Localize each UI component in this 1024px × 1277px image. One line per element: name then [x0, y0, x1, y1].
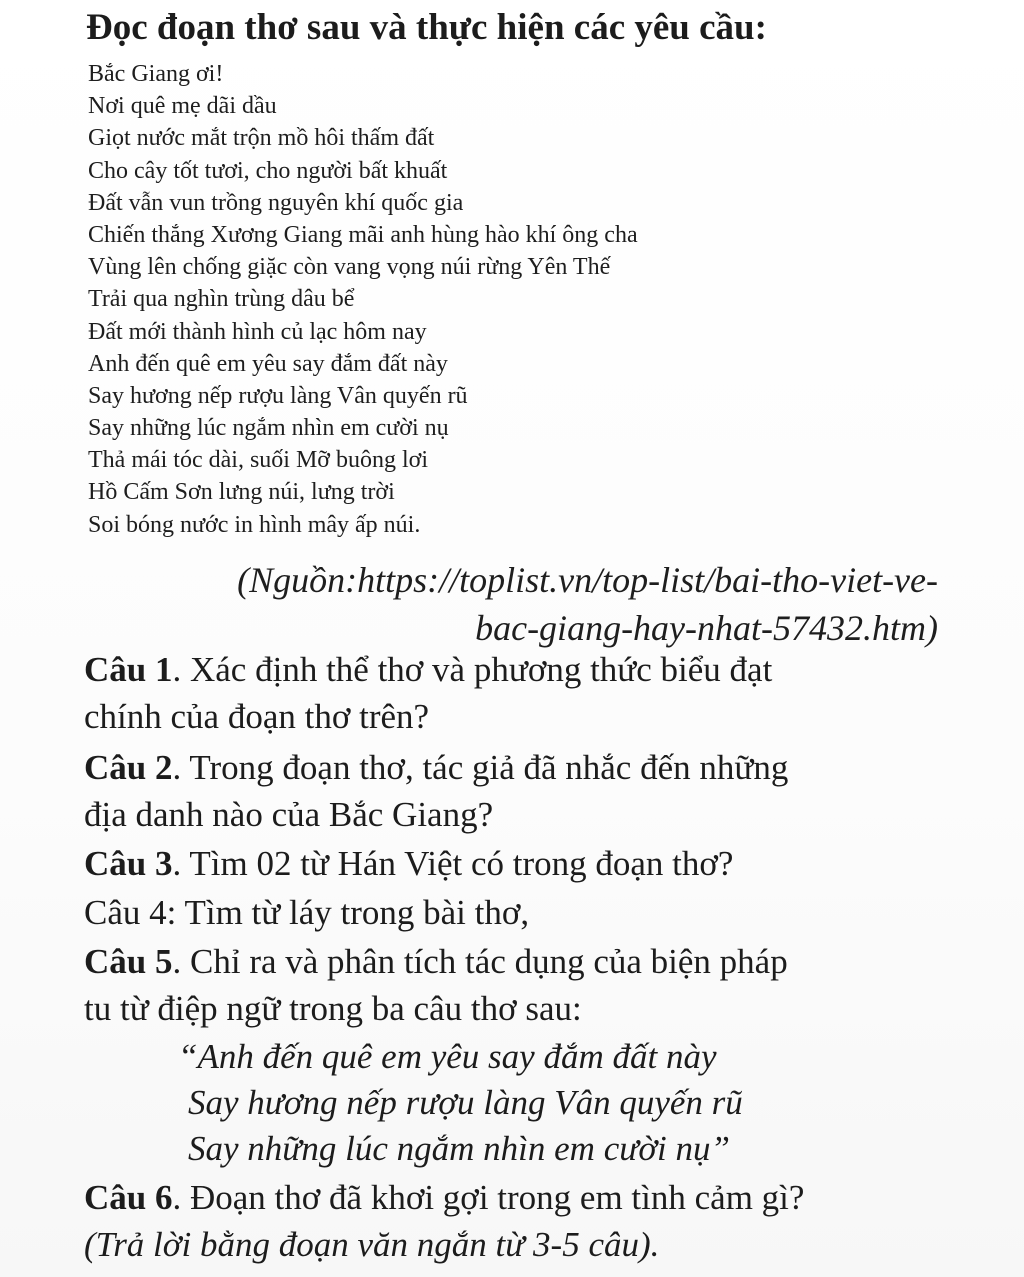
poem-line: Đất mới thành hình củ lạc hôm nay — [88, 318, 427, 345]
poem-line: Soi bóng nước in hình mây ấp núi. — [88, 511, 421, 538]
question-text-continued: địa danh nào của Bắc Giang? — [84, 795, 494, 834]
poem-line: Say những lúc ngắm nhìn em cười nụ — [88, 415, 449, 442]
question-label: Câu 5 — [84, 942, 173, 981]
poem-line: Anh đến quê em yêu say đắm đất này — [88, 350, 448, 377]
poem-line: Thả mái tóc dài, suối Mỡ buông lơi — [88, 447, 429, 474]
source-line-2: bac-giang-hay-nhat-57432.htm) — [475, 608, 938, 648]
question-label: Câu 1 — [84, 650, 173, 689]
question-5 — [84, 938, 788, 1032]
poem-block — [88, 58, 638, 541]
question-3 — [84, 840, 733, 887]
question-text: . Trong đoạn thơ, tác giả đã nhắc đến những — [172, 748, 789, 787]
question-label: Câu 2 — [84, 748, 173, 787]
question-text-continued: tu từ điệp ngữ trong ba câu thơ sau: — [84, 989, 582, 1028]
quote-line: “Anh đến quê em yêu say đắm đất này — [178, 1037, 717, 1076]
poem-line: Say hương nếp rượu làng Vân quyến rũ — [88, 382, 468, 409]
poem-line: Vùng lên chống giặc còn vang vọng núi rừng Yên Thế — [88, 254, 611, 281]
question-text-continued: chính của đoạn thơ trên? — [84, 697, 430, 736]
question-label: Câu 6 — [84, 1178, 173, 1217]
question-2 — [84, 744, 788, 838]
answer-instruction: (Trả lời bằng đoạn văn ngắn từ 3-5 câu). — [84, 1225, 660, 1264]
poem-line: Chiến thắng Xương Giang mãi anh hùng hào khí ông cha — [88, 221, 638, 248]
poem-line: Cho cây tốt tươi, cho người bất khuất — [88, 157, 448, 184]
question-text: . Chỉ ra và phân tích tác dụng của biện pháp — [172, 942, 788, 981]
source-line-1: (Nguồn:https://toplist.vn/top-list/bai-tho-viet-ve- — [237, 560, 938, 600]
question-6 — [84, 1174, 804, 1221]
question-4 — [84, 889, 529, 936]
question-label: Câu 3 — [84, 844, 173, 883]
poem-line: Đất vẫn vun trồng nguyên khí quốc gia — [88, 189, 464, 216]
poem-line: Bắc Giang ơi! — [88, 61, 224, 87]
question-text: . Tìm 02 từ Hán Việt có trong đoạn thơ? — [172, 844, 734, 883]
question-text: Câu 4: Tìm từ láy trong bài thơ, — [84, 893, 530, 932]
quote-line: Say hương nếp rượu làng Vân quyến rũ — [188, 1083, 743, 1122]
quote-line: Say những lúc ngắm nhìn em cười nụ” — [188, 1129, 730, 1168]
page-title: Đọc đoạn thơ sau và thực hiện các yêu cầu: — [86, 7, 767, 48]
question-text: . Đoạn thơ đã khơi gợi trong em tình cảm gì? — [172, 1178, 805, 1217]
quoted-verse — [178, 1034, 743, 1172]
poem-line: Giọt nước mắt trộn mồ hôi thấm đất — [88, 125, 435, 152]
question-1 — [84, 646, 772, 740]
poem-line: Hồ Cấm Sơn lưng núi, lưng trời — [88, 479, 395, 506]
question-text: . Xác định thể thơ và phương thức biểu đạt — [172, 650, 773, 689]
poem-line: Trải qua nghìn trùng dâu bể — [88, 286, 355, 313]
source-citation — [108, 556, 938, 652]
poem-line: Nơi quê mẹ dãi dầu — [88, 93, 277, 120]
